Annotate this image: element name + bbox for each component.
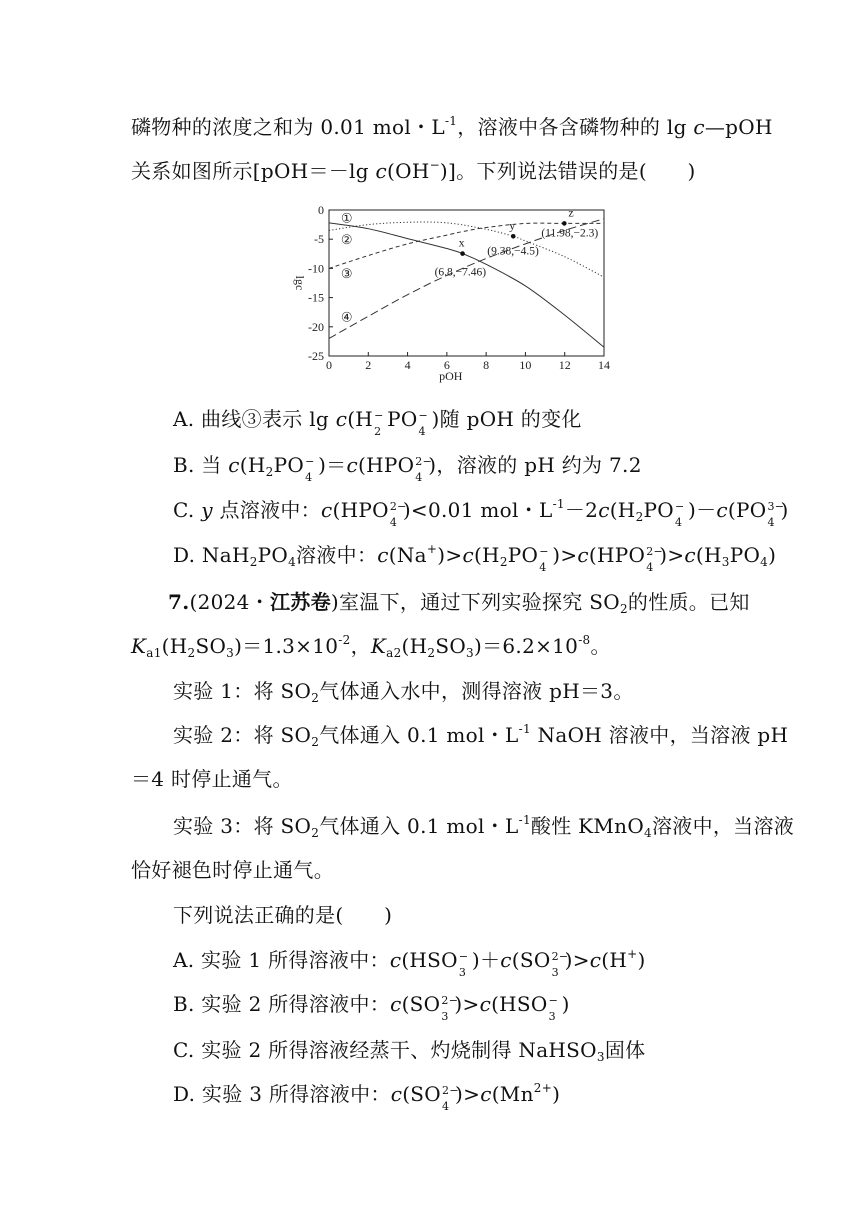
series-label-3: ③	[340, 266, 353, 282]
y-tick-label: -10	[308, 261, 324, 276]
y-axis-label: lgc	[293, 275, 307, 291]
x-tick-label: 4	[404, 358, 411, 372]
q6-option-d: D. $NaH_2PO_4$溶液中：$c(Na^+)>c(H_2PO$ − 4 )>c(HPO 2− 4 )$>c(H_3PO_4)$	[173, 542, 777, 574]
q7-experiment-2: 实验 2：将 $SO_2$气体通入 0.1 mol・$L^{-1}$ NaOH 溶液中，当溶液 pH	[173, 722, 789, 749]
q7-experiment-3: 实验 3：将 $SO_2$气体通入 0.1 mol・$L^{-1}$酸性 KMnO$_4$溶液中，当溶液	[173, 813, 795, 840]
x-axis-label: pOH	[439, 369, 463, 383]
intro-line-1: 磷物种的浓度之和为 0.01 mol・$L^{-1}$，溶液中各含磷物种的 lg c—pOH	[131, 114, 773, 139]
q6-option-b: B. 当 $c(H_2PO$ − 4 )＝c(HPO 2− 4 )，溶液的 pH 约为 7.2	[173, 453, 642, 484]
intro-line-2: 关系如图所示[pOH＝－lg c(OH−)]。下列说法错误的是( )	[131, 158, 696, 183]
y-tick-label: 0	[318, 203, 324, 217]
series-line-1	[329, 223, 604, 347]
y-tick-label: -20	[308, 319, 324, 334]
x-tick-label: 8	[483, 358, 490, 372]
point-coord-y: (9.38,−4.5)	[487, 245, 539, 258]
x-tick-label: 10	[519, 358, 532, 372]
y-tick-label: -25	[308, 349, 324, 363]
x-tick-label: 2	[365, 358, 372, 372]
q6-option-a: A. 曲线③表示 lg c(H − 2 PO − 4 )随 pOH 的变化	[173, 407, 582, 438]
q7-option-d: D. 实验 3 所得溶液中：c(SO 2− 4 )$>c(Mn^{2+})$	[173, 1081, 561, 1113]
q7-stem-line-2: $K_{a1}(H_2SO_3)=1.3\times 10^{-2}$，$K_{a2}(H_2SO_3)=6.2\times 10^{-8}$。	[131, 633, 611, 660]
series-label-2: ②	[340, 232, 353, 248]
point-x	[460, 251, 465, 256]
point-y	[511, 234, 516, 239]
q6-option-c: C. y 点溶液中：c(HPO 2− 4 )<0.01 mol・$L^{-1}-2c(H_2PO$ − 4 )－c(PO 3− 4 )	[173, 497, 789, 529]
y-tick-label: -5	[314, 232, 324, 247]
x-tick-label: 0	[326, 358, 332, 372]
point-label-x: x	[458, 235, 465, 250]
q7-experiment-2-cont: ＝4 时停止通气。	[131, 767, 293, 791]
q7-question: 下列说法正确的是( )	[173, 903, 393, 927]
y-tick-label: -15	[308, 290, 324, 305]
q7-stem-line-1: 7.(2024・江苏卷)室温下，通过下列实验探究 $SO_2$的性质。已知	[168, 590, 750, 616]
q7-option-c: C. 实验 2 所得溶液经蒸干、灼烧制得 NaHSO$_3$固体	[173, 1038, 646, 1064]
point-z	[562, 221, 567, 226]
point-coord-z: (11.98,−2.3)	[541, 227, 599, 240]
series-label-1: ①	[340, 210, 353, 226]
point-label-y: y	[509, 218, 516, 233]
lgc-poh-chart	[284, 196, 620, 390]
q7-experiment-3-cont: 恰好褪色时停止通气。	[131, 858, 334, 882]
q7-option-b: B. 实验 2 所得溶液中：c(SO 2− 3 )>c(HSO − 3 )	[173, 992, 570, 1023]
x-tick-label: 12	[558, 358, 571, 372]
point-coord-x: (6.8,−7.46)	[434, 266, 487, 279]
q7-option-a: A. 实验 1 所得溶液中：c(HSO − 3 )＋c(SO 2− 3 )>c(H+)	[173, 947, 646, 979]
series-label-4: ④	[340, 309, 353, 325]
x-tick-label: 6	[443, 358, 450, 372]
x-tick-label: 14	[598, 358, 610, 372]
q7-experiment-1: 实验 1：将 $SO_2$气体通入水中，测得溶液 pH＝3。	[173, 679, 634, 705]
point-label-z: z	[568, 205, 574, 220]
